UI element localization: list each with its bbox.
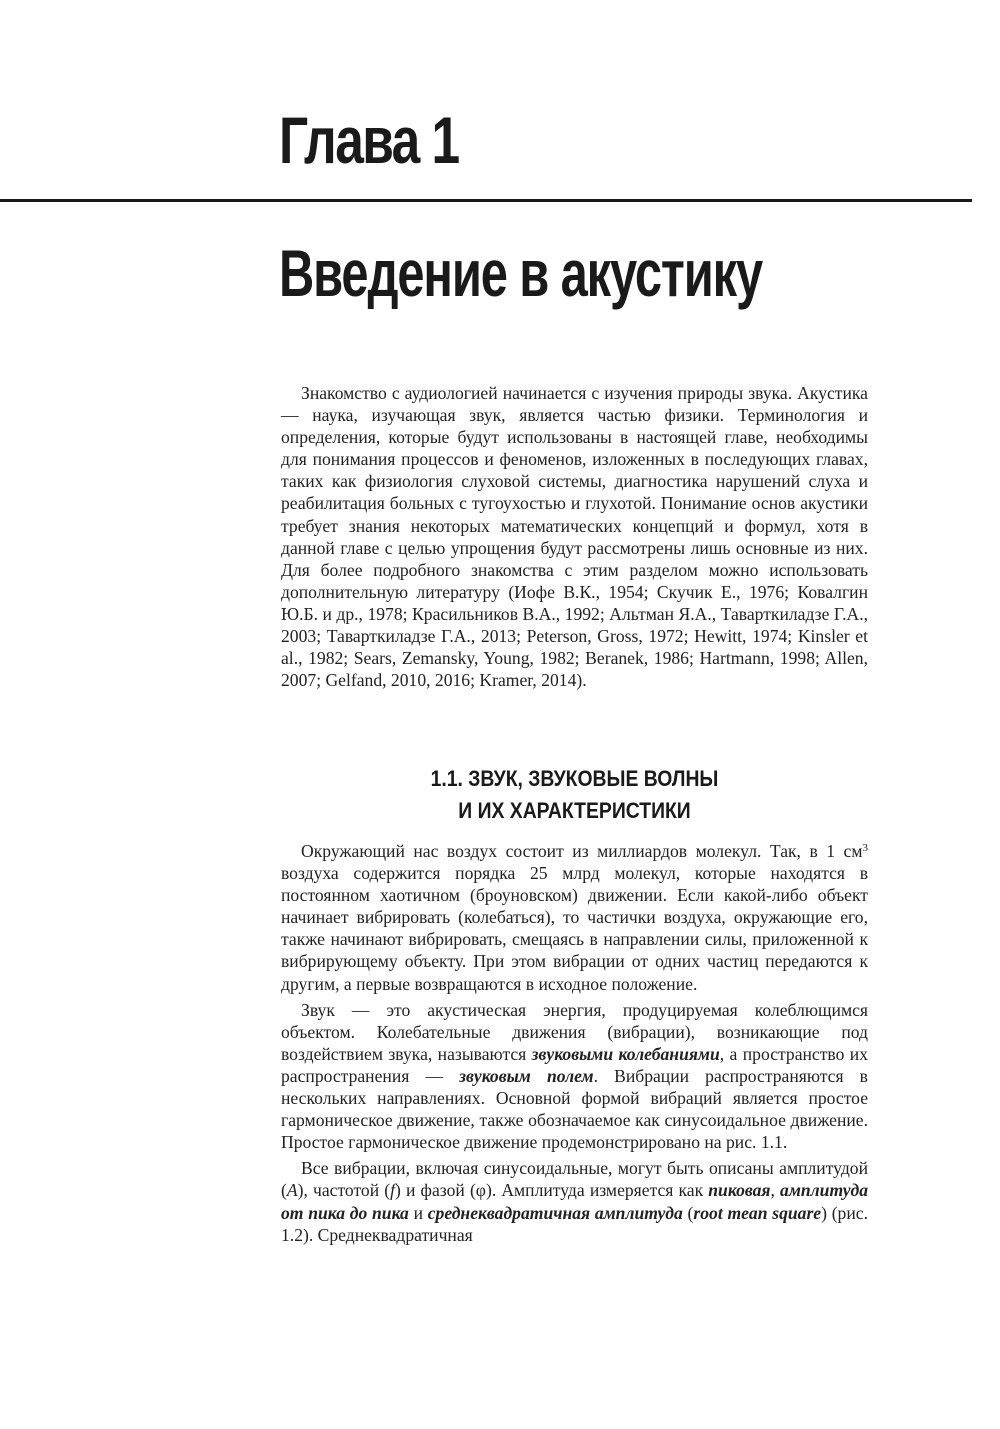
term-sound-vibrations: звуковыми колебаниями (531, 1043, 720, 1064)
paragraph-air-molecules: Окружающий нас воздух состоит из миллиардов молекул. Так, в 1 $см^3$ воздуха содержится порядка 25 млрд молекул, которые находятся в постоянном хаотичном (броуновском) движении. Если какой-либо объект начинает вибрировать (колебаться), то частички воздуха, окружающие его, также начинают вибрировать, смещаясь в направлении силы, приложенной к вибрирующему объекту. При этом вибрации от одних частиц передаются к другим, а первые возвращаются в исходное положение. (281, 841, 868, 994)
chapter-divider (0, 199, 972, 202)
paragraph-sound-definition: Звук — это акустическая энергия, продуцируемая колеблющимся объектом. Колебательные движения (вибрации), возникающие под воздействием звука, называются звуковыми колебаниями, а пространство их распространения — звуковым полем. Вибрации распространяются в нескольких направлениях. Основной формой вибраций является простое гармоническое движение, также обозначаемое как синусоидальное движение. Простое гармоническое движение продемонстрировано на рис. 1.1. (281, 999, 869, 1153)
chapter-title: Введение в акустику (279, 236, 763, 310)
intro-paragraph: Знакомство с аудиологией начинается с изучения природы звука. Акустика — наука, изучающая звук, является частью физики. Терминология и определения, которые будут использованы в настоящей главе, необходимы для понимания процессов и феноменов, изложенных в последующих главах, таких как физиология слуховой системы, диагностика нарушений слуха и реабилитация больных с тугоухостью и глухотой. Понимание основ акустики требует знания некоторых математических концепций и формул, хотя в данной главе с целью упрощения будут рассмотрены лишь основные из них. Для более подробного знакомства с этим разделом можно использовать дополнительную литературу (Иофе В.К., 1954; Скучик Е., 1976; Ковалгин Ю.Б. и др., 1978; Красильников В.А., 1992; Альтман Я.А., Таварткиладзе Г.А., 2003; Таварткиладзе Г.А., 2013; Peterson, Gross, 1972; Hewitt, 1974; Kinsler et al., 1982; Sears, Zemansky, Young, 1982; Beranek, 1986; Hartmann, 1998; Allen, 2007; Gelfand, 2010, 2016; Kramer, 2014). (281, 383, 868, 691)
term-rms-amplitude: среднеквадратичная амплитуда (427, 1202, 683, 1223)
term-peak-to-peak: амплитуда от пика до пика (281, 1180, 868, 1223)
section-heading-line-1: 1.1. ЗВУК, ЗВУКОВЫЕ ВОЛНЫ (430, 766, 719, 791)
section-heading-line-2: И ИХ ХАРАКТЕРИСТИКИ (458, 798, 691, 823)
term-sound-field: звуковым полем (459, 1065, 594, 1086)
chapter-label: Глава 1 (279, 103, 459, 177)
term-peak: пиковая (708, 1180, 771, 1201)
symbol-frequency: f (390, 1180, 396, 1201)
symbol-amplitude: A (286, 1180, 298, 1201)
superscript-3: 3 (862, 842, 868, 854)
paragraph-amplitude: Все вибрации, включая синусоидальные, могут быть описаны амплитудой (A), частотой (f) и фазой (φ). Амплитуда измеряется как пиковая, амплитуда от пика до пика и среднеквадратичная амплитуда (root mean square) (рис. 1.2). Среднеквадратичная (281, 1158, 868, 1245)
term-root-mean-square: root mean square (693, 1202, 822, 1223)
section-body (281, 840, 868, 1246)
intro-block (281, 382, 868, 691)
section-heading (316, 763, 833, 827)
